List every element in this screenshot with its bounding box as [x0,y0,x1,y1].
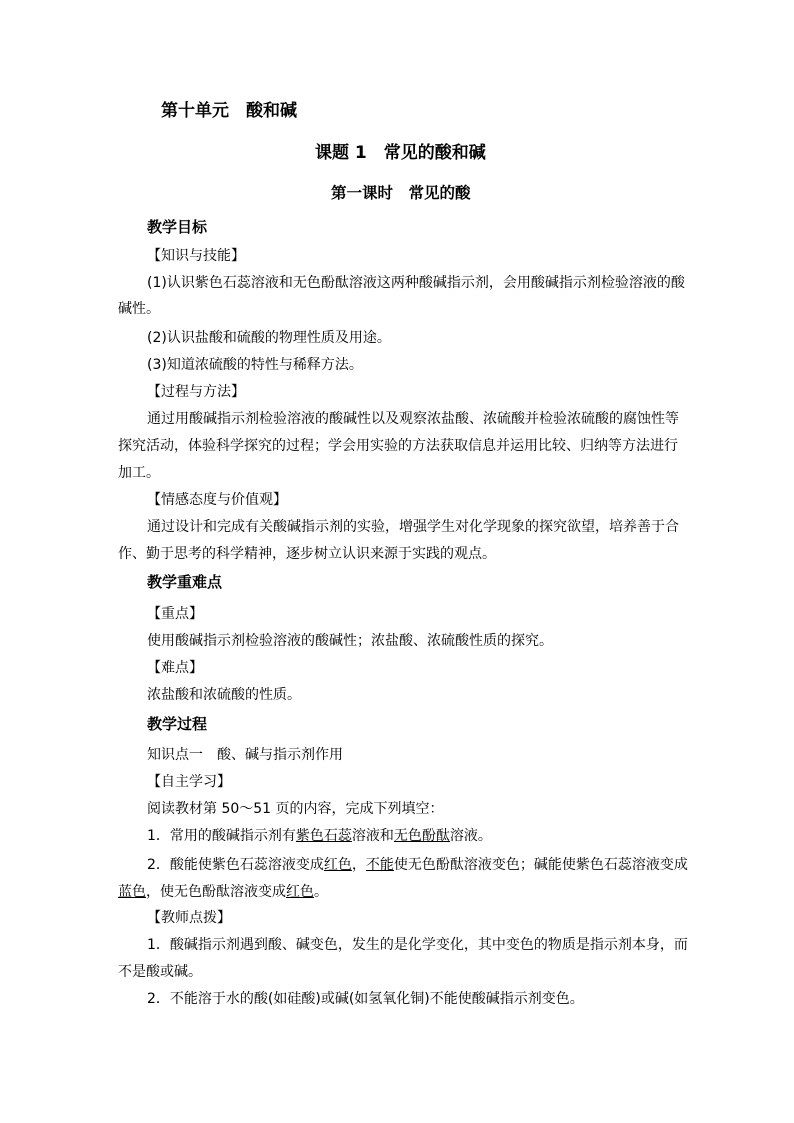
q2-text-i: 。 [314,884,328,900]
process-method-line-1: 通过用酸碱指示剂检验溶液的酸碱性以及观察浓盐酸、浓硫酸并检验浓硫酸的腐蚀性等 [147,411,679,427]
q1-text-a: 1．常用的酸碱指示剂有 [147,828,296,844]
q1-answer-litmus: 紫色石蕊 [295,828,352,844]
unit-title: 第十单元 酸和碱 [161,101,297,121]
process-method-line-2: 探究活动，体验科学探究的过程；学会用实验的方法获取信息并运用比较、归纳等方法进行 [118,438,678,454]
key-points-heading: 教学重难点 [147,573,223,591]
focus-label: 【重点】 [147,606,203,622]
q1-text-e: 溶液。 [449,828,492,844]
knowledge-item-1-line-2: 碱性。 [118,301,160,317]
emotion-line-2: 作、勤于思考的科学精神，逐步树立认识来源于实践的观点。 [118,546,496,562]
process-heading: 教学过程 [147,715,208,733]
process-method-label: 【过程与方法】 [147,384,245,400]
teacher-tips-label: 【教师点拨】 [147,910,231,926]
emotion-line-1: 通过设计和完成有关酸碱指示剂的实验，增强学生对化学现象的探究欲望，培养善于合 [147,519,679,535]
q2-answer-blue: 蓝色 [118,884,146,900]
objectives-heading: 教学目标 [147,218,208,236]
difficulty-label: 【难点】 [147,660,203,676]
knowledge-point-1: 知识点一 酸、碱与指示剂作用 [147,747,343,763]
emotion-label: 【情感态度与价值观】 [147,492,287,508]
teacher-tip-2: 2．不能溶于水的酸(如硅酸)或碱(如氢氧化铜)不能使酸碱指示剂变色。 [147,991,584,1007]
process-method-line-3: 加工。 [118,465,160,481]
knowledge-label: 【知识与技能】 [147,248,245,264]
knowledge-item-1-line-1: (1)认识紫色石蕊溶液和无色酚酞溶液这两种酸碱指示剂，会用酸碱指示剂检验溶液的酸 [147,275,685,291]
teacher-tip-1-line-1: 1．酸碱指示剂遇到酸、碱变色，发生的是化学变化，其中变色的物质是指示剂本身，而 [147,937,688,953]
q2-answer-red: 红色 [323,857,352,873]
q1-text-c: 溶液和 [351,828,394,844]
knowledge-item-3: (3)知道浓硫酸的特性与稀释方法。 [147,357,363,373]
fill-question-2-line-1 [147,855,688,875]
reading-intro: 阅读教材第 50～51 页的内容，完成下列填空： [147,801,444,817]
focus-text: 使用酸碱指示剂检验溶液的酸碱性；浓盐酸、浓硫酸性质的探究。 [147,633,553,649]
period-title: 第一课时 常见的酸 [331,184,471,202]
fill-question-2-line-2 [118,882,328,902]
fill-question-1 [147,826,492,846]
self-study-label: 【自主学习】 [147,774,231,790]
lesson-title: 课题 1 常见的酸和碱 [315,143,486,163]
difficulty-text: 浓盐酸和浓硫酸的性质。 [147,687,301,703]
teacher-tip-1-line-2: 不是酸或碱。 [118,964,202,980]
q2-text-c: ， [351,857,366,873]
q2-answer-cannot: 不能 [365,857,394,873]
q2-text-a: 2．酸能使紫色石蕊溶液变成 [147,857,324,873]
q2-answer-red-2: 红色 [286,884,314,900]
q2-text-g: ，使无色酚酞溶液变成 [146,884,286,900]
knowledge-item-2: (2)认识盐酸和硫酸的物理性质及用途。 [147,330,391,346]
q1-answer-phenolphthalein: 无色酚酞 [393,828,450,844]
q2-text-e: 使无色酚酞溶液变色；碱能使紫色石蕊溶液变成 [393,857,688,873]
